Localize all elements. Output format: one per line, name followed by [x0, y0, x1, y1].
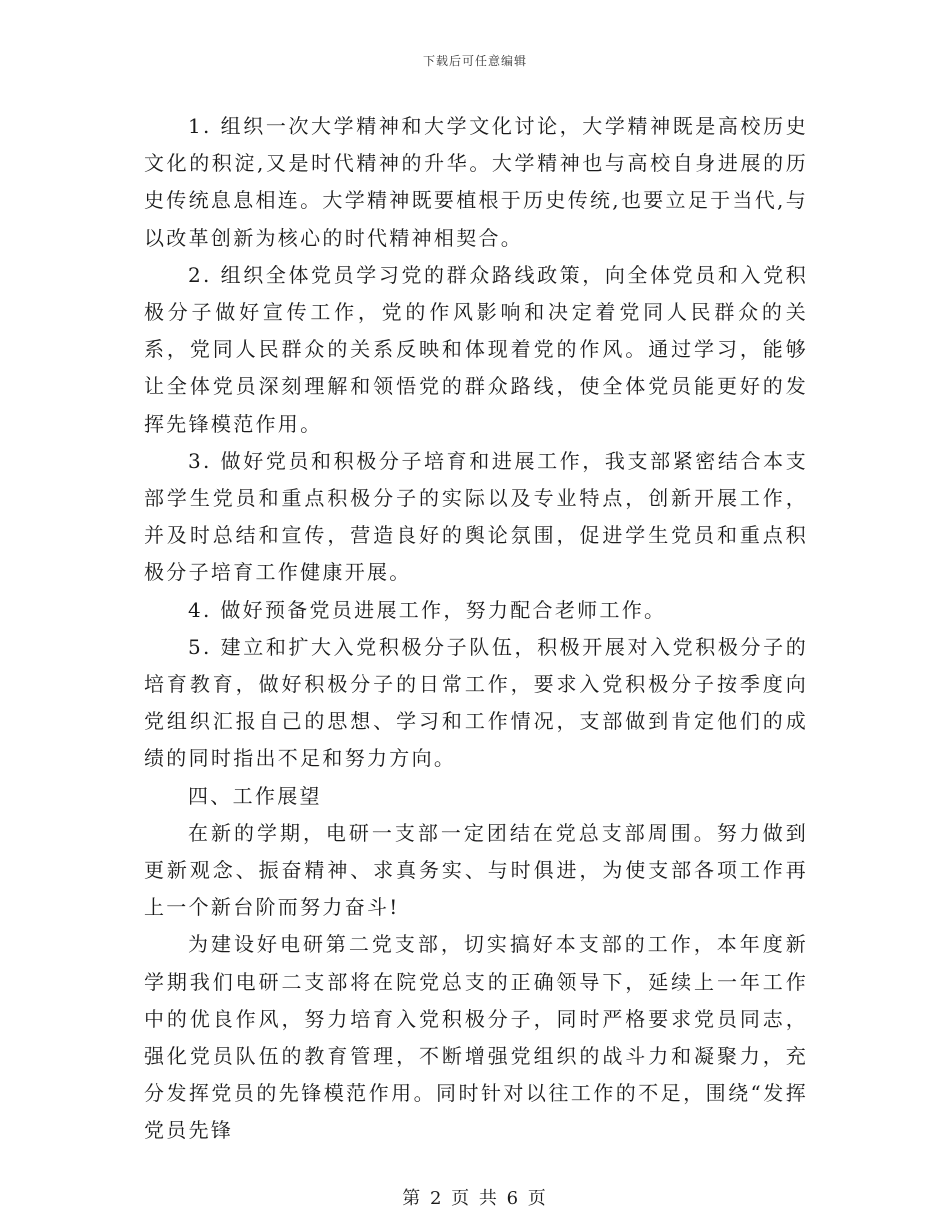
- paragraph-item-5: 5. 建立和扩大入党积极分子队伍，积极开展对入党积极分子的培育教育，做好积极分子的日常工作，要求入党积极分子按季度向党组织汇报自己的思想、学习和工作情况，支部做到肯定他们的成绩的同时指出不足和努力方向。: [144, 634, 808, 771]
- page-number-footer: 第 2 页 共 6 页: [402, 1188, 548, 1209]
- section-heading-outlook: 四、工作展望: [188, 783, 322, 808]
- paragraph-outlook: 在新的学期，电研一支部一定团结在党总支部周围。努力做到更新观念、振奋精神、求真务实、与时俱进，为使支部各项工作再上一个新台阶而努力奋斗!: [144, 820, 808, 920]
- paragraph-item-4: 4. 做好预备党员进展工作，努力配合老师工作。: [188, 597, 667, 622]
- document-body: [144, 108, 808, 1150]
- paragraph-item-2: 2. 组织全体党员学习党的群众路线政策，向全体党员和入党积极分子做好宣传工作，党的作风影响和决定着党同人民群众的关系，党同人民群众的关系反映和体现着党的作风。通过学习，能够让全体党员深刻理解和领悟党的群众路线，使全体党员能更好的发挥先锋模范作用。: [144, 262, 808, 436]
- paragraph-item-3: 3. 做好党员和积极分子培育和进展工作，我支部紧密结合本支部学生党员和重点积极分子的实际以及专业特点，创新开展工作，并及时总结和宣传，营造良好的舆论氛围，促进学生党员和重点积极分子培育工作健康开展。: [144, 448, 808, 585]
- paragraph-item-1: 1. 组织一次大学精神和大学文化讨论，大学精神既是高校历史文化的积淀,又是时代精神的升华。大学精神也与高校自身进展的历史传统息息相连。大学精神既要植根于历史传统,也要立足于当代,与以改革创新为核心的时代精神相契合。: [144, 114, 809, 250]
- page-header-note: 下载后可任意编辑: [422, 54, 527, 68]
- paragraph-branch-two: 为建设好电研第二党支部，切实搞好本支部的工作，本年度新学期我们电研二支部将在院党总支的正确领导下，延续上一年工作中的优良作风，努力培育入党积极分子，同时严格要求党员同志，强化党员队伍的教育管理，不断增强党组织的战斗力和凝聚力，充分发挥党员的先锋模范作用。同时针对以往工作的不足，围绕“发挥党员先锋: [144, 932, 808, 1143]
